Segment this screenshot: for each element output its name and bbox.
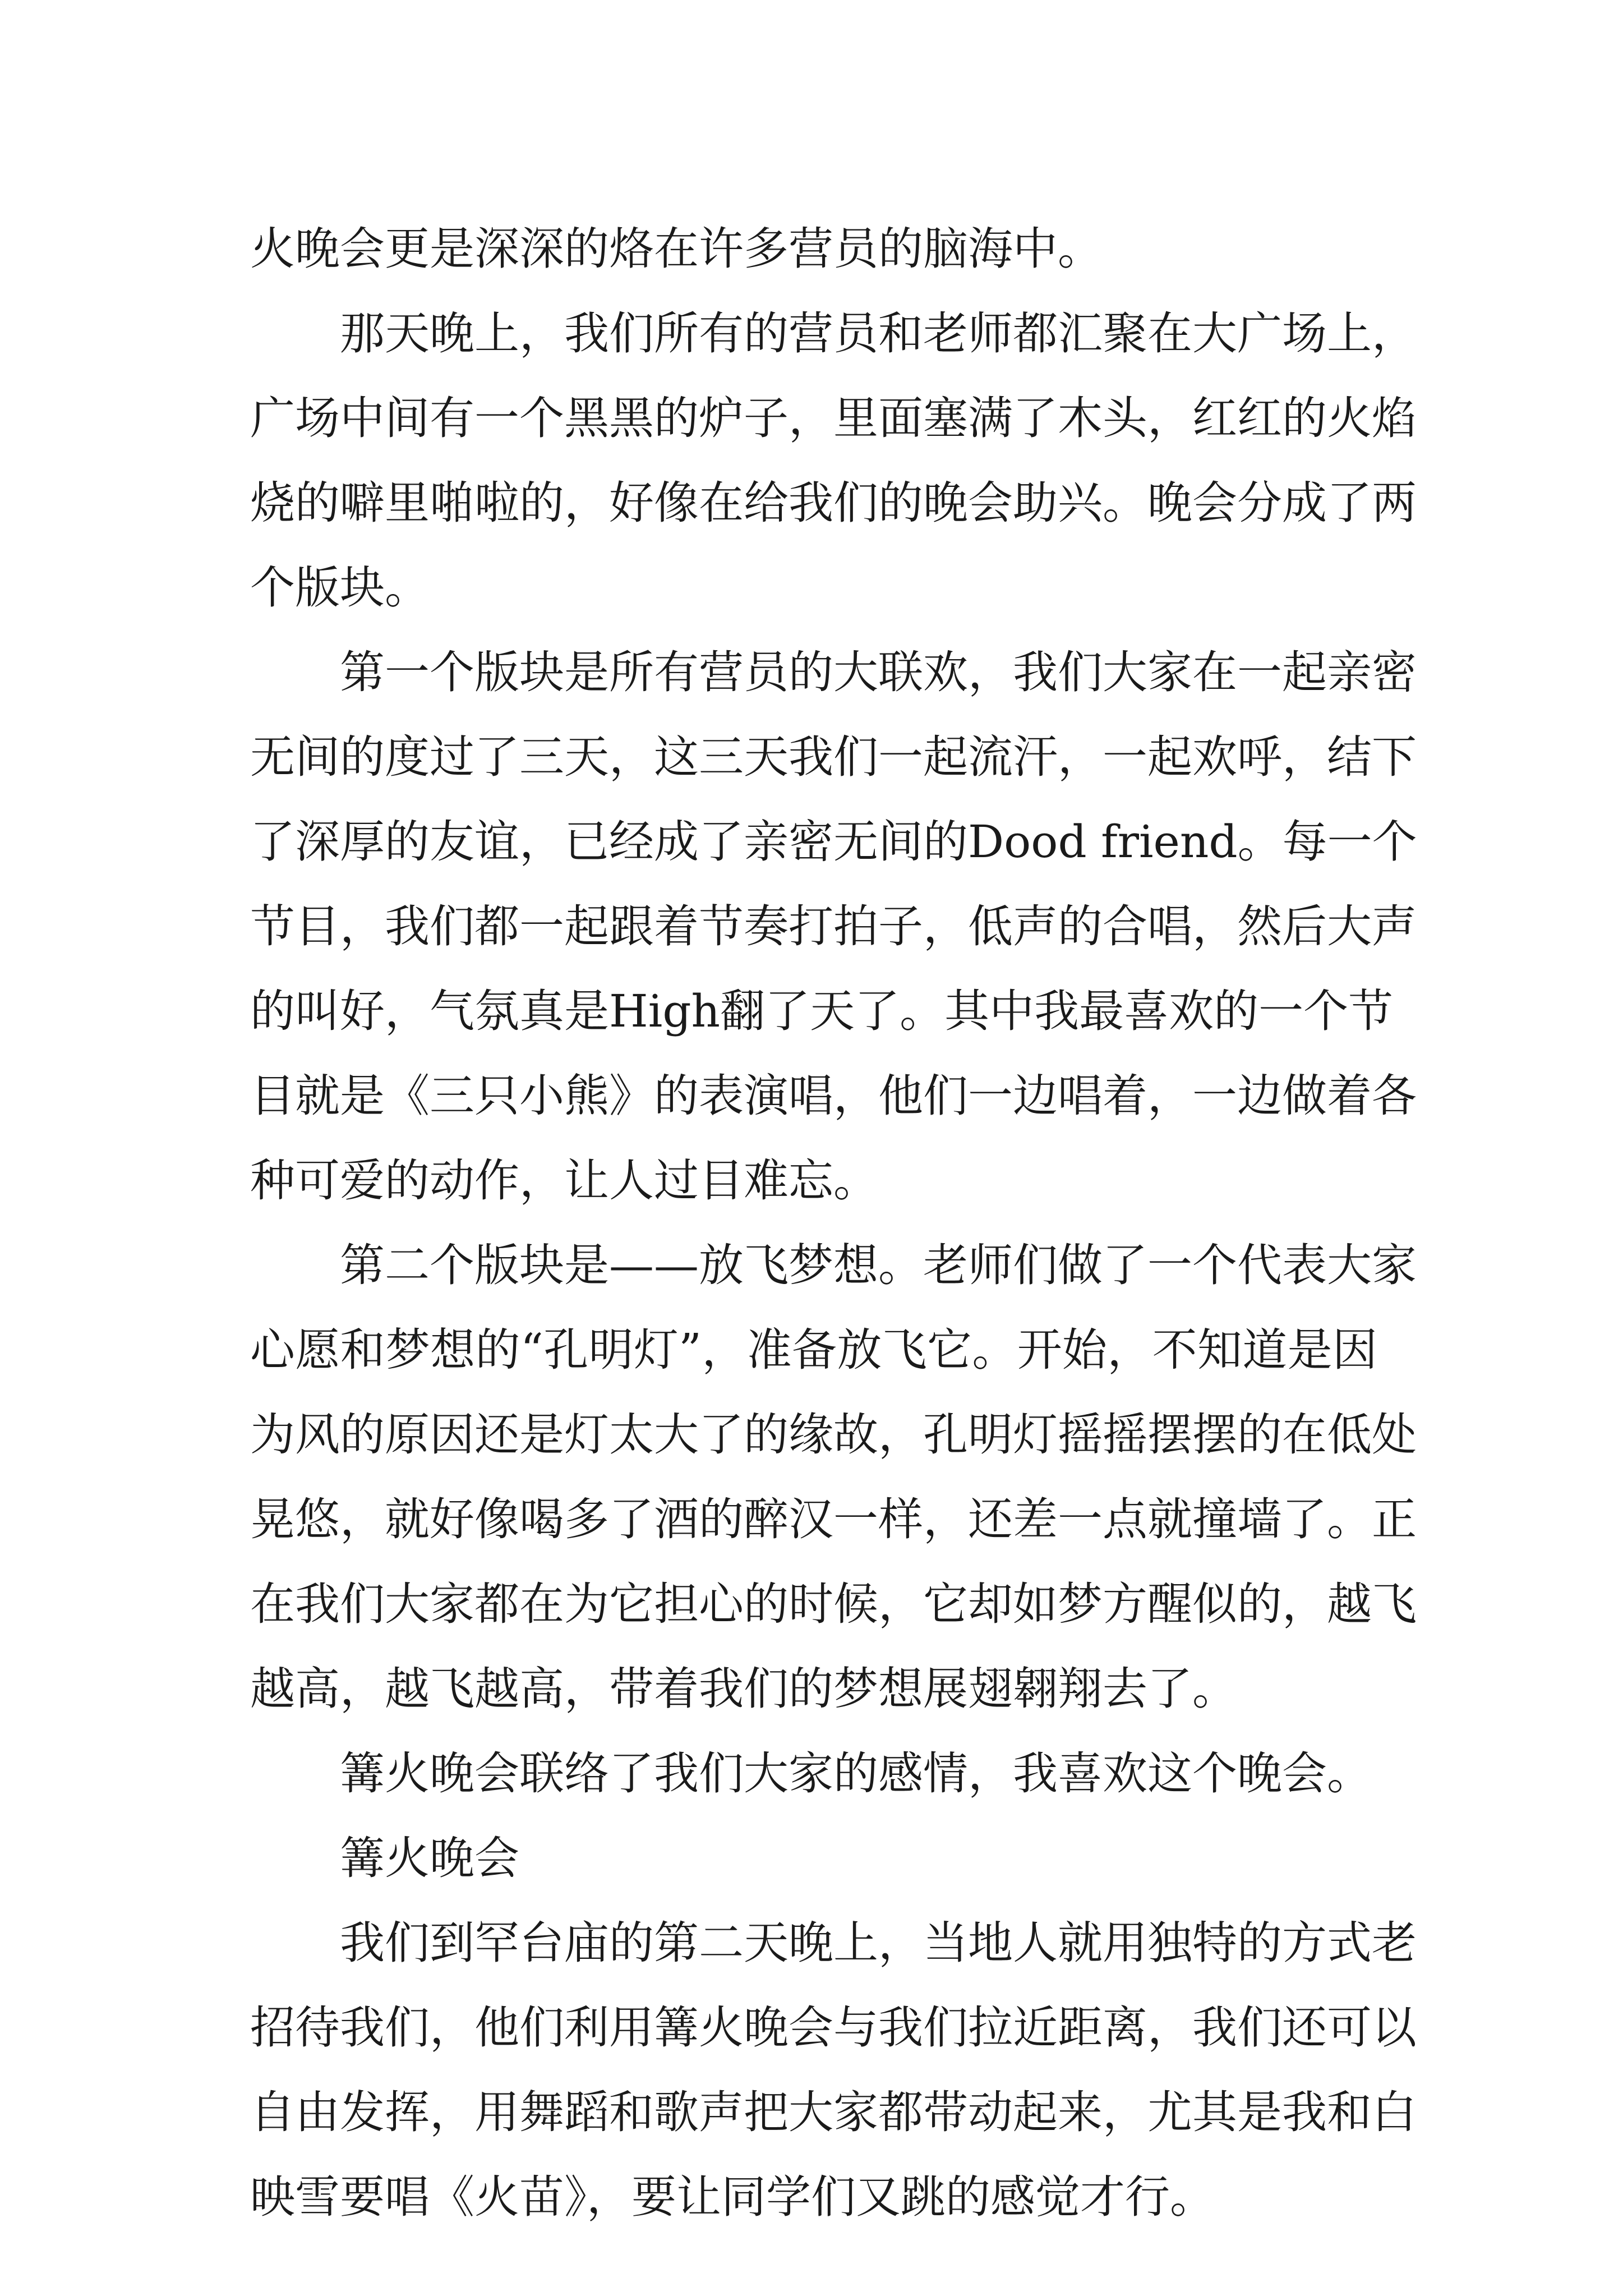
text-line: 晃悠，就好像喝多了酒的醉汉一样，还差一点就撞墙了。正 — [250, 1493, 1417, 1545]
text-line: 篝火晚会联络了我们大家的感情，我喜欢这个晚会。 — [340, 1747, 1372, 1800]
text-line: 心愿和梦想的“孔明灯”，准备放飞它。开始，不知道是因 — [250, 1324, 1377, 1376]
text-line: 自由发挥，用舞蹈和歌声把大家都带动起来，尤其是我和白 — [250, 2086, 1417, 2138]
text-line: 的叫好，气氛真是High翻了天了。其中我最喜欢的一个节 — [250, 985, 1394, 1037]
text-line: 广场中间有一个黑黑的炉子，里面塞满了木头，红红的火焰 — [250, 392, 1417, 444]
text-line: 目就是《三只小熊》的表演唱，他们一边唱着，一边做着各 — [250, 1070, 1417, 1122]
document-body — [250, 206, 1417, 2239]
text-line: 那天晚上，我们所有的营员和老师都汇聚在大广场上， — [340, 307, 1417, 360]
text-line: 节目，我们都一起跟着节奏打拍子，低声的合唱，然后大声 — [250, 900, 1417, 953]
text-line: 无间的度过了三天，这三天我们一起流汗，一起欢呼，结下 — [250, 731, 1417, 783]
text-line: 在我们大家都在为它担心的时候，它却如梦方醒似的，越飞 — [250, 1578, 1417, 1630]
section-title: 篝火晚会 — [340, 1832, 519, 1884]
text-line: 了深厚的友谊，已经成了亲密无间的Dood friend。每一个 — [250, 816, 1417, 868]
text-line: 个版块。 — [250, 562, 430, 614]
text-line: 招待我们，他们利用篝火晚会与我们拉近距离，我们还可以 — [250, 2001, 1417, 2054]
text-line: 我们到罕台庙的第二天晚上，当地人就用独特的方式老 — [340, 1917, 1417, 1969]
text-line: 烧的噼里啪啦的，好像在给我们的晚会助兴。晚会分成了两 — [250, 477, 1417, 529]
text-line: 种可爱的动作，让人过目难忘。 — [250, 1154, 878, 1207]
text-line: 为风的原因还是灯太大了的缘故，孔明灯摇摇摆摆的在低处 — [250, 1409, 1417, 1461]
text-line: 第一个版块是所有营员的大联欢，我们大家在一起亲密 — [340, 646, 1417, 698]
text-line: 第二个版块是——放飞梦想。老师们做了一个代表大家 — [340, 1239, 1417, 1291]
text-line: 映雪要唱《火苗》，要让同学们又跳的感觉才行。 — [250, 2171, 1215, 2223]
text-line: 火晚会更是深深的烙在许多营员的脑海中。 — [250, 223, 1103, 275]
text-line: 越高，越飞越高，带着我们的梦想展翅翱翔去了。 — [250, 1663, 1237, 1715]
